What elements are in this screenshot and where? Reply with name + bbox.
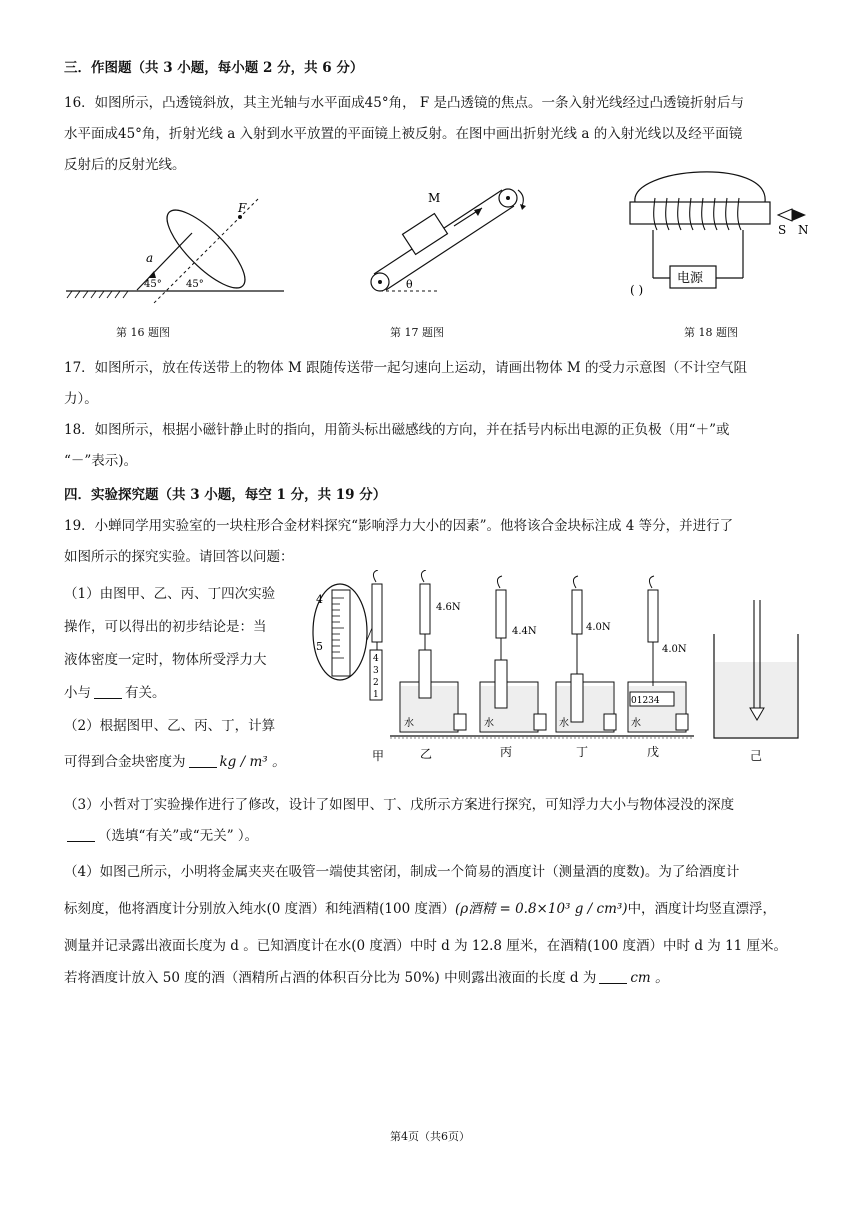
- angle-45-left: 45°: [144, 279, 162, 290]
- label-S: S: [778, 223, 787, 237]
- text: 中，酒度计均竖直漂浮，: [627, 901, 777, 917]
- q16-line3: 反射后的反射光线。: [64, 157, 186, 173]
- q16-line2: 水平面成45°角，折射光线 a 入射到水平放置的平面镜上被反射。在图中画出折射光线 a 的入射光线以及经平面镜: [64, 126, 743, 142]
- section3-title: 三．作图题（共 3 小题，每小题 2 分，共 6 分）: [64, 60, 364, 76]
- q19-p4-l4: [64, 968, 804, 988]
- figure-18-solenoid: [620, 162, 820, 302]
- block-2: 2: [373, 678, 379, 688]
- caption-18: 第 18 题图: [684, 326, 738, 339]
- reading-ding: 4.0N: [586, 622, 611, 633]
- q19-intro2: 如图所示的探究实验。请回答以问题：: [64, 549, 294, 565]
- text: 可得到合金块密度为: [64, 754, 186, 770]
- label-jia: 甲: [372, 749, 385, 763]
- label-F: F: [238, 201, 247, 215]
- unit: cm 。: [630, 970, 669, 986]
- block-1: 1: [373, 690, 379, 700]
- text: 若将酒度计放入 50 度的酒（酒精所占酒的体积百分比为 50%) 中则露出液面的长度 d 为: [64, 970, 597, 986]
- reading-wu: 4.0N: [662, 644, 687, 655]
- water-ding: 水: [559, 718, 569, 729]
- block-4: 4: [373, 654, 379, 664]
- formula: (ρ酒精 = 0.8×10³ g / cm³): [454, 901, 628, 917]
- q18-line1: 18．如图所示，根据小磁针静止时的指向，用箭头标出磁感线的方向，并在括号内标出电源的正负极（用“＋”或: [64, 422, 730, 438]
- text: 有关。: [125, 685, 166, 701]
- answer-blank-3[interactable]: [67, 827, 95, 842]
- label-yi: 乙: [420, 747, 433, 761]
- label-power: 电源: [677, 271, 704, 286]
- label-N: N: [798, 223, 809, 237]
- q19-p4-l3: 测量并记录露出液面长度为 d 。已知酒度计在水(0 度酒）中时 d 为 12.8 厘米，在酒精(100 度酒）中时 d 为 11 厘米。: [64, 938, 788, 954]
- scale-label-5: 5: [316, 640, 323, 653]
- figure-19-buoyancy: [310, 570, 805, 770]
- label-ding: 丁: [576, 745, 589, 759]
- water-yi: 水: [404, 718, 414, 729]
- q19-p1-l3: 液体密度一定时，物体所受浮力大: [64, 652, 267, 668]
- angle-45-right: 45°: [186, 279, 204, 290]
- q19-p1-l4: [64, 683, 309, 703]
- q17-line2: 力）。: [64, 391, 98, 407]
- label-bracket: ( ): [630, 283, 644, 297]
- q17-line1: 17．如图所示，放在传送带上的物体 M 跟随传送带一起匀速向上运动，请画出物体 M 的受力示意图（不计空气阻: [64, 360, 747, 376]
- q19-p1-l1: （1）由图甲、乙、丙、丁四次实验: [64, 586, 276, 602]
- q19-p4-l1: （4）如图己所示，小明将金属夹夹在吸管一端使其密闭，制成一个简易的酒度计（测量酒的度数)。为了给酒度计: [64, 864, 740, 880]
- reading-yi: 4.6N: [436, 602, 461, 613]
- answer-blank-1[interactable]: [94, 684, 122, 699]
- q19-p2-l1: （2）根据图甲、乙、丙、丁，计算: [64, 718, 276, 734]
- label-M: M: [428, 191, 441, 205]
- reading-bing: 4.4N: [512, 626, 537, 637]
- q19-intro1: 19．小蝉同学用实验室的一块柱形合金材料探究“影响浮力大小的因素”。他将该合金块标注成 4 等分，并进行了: [64, 518, 734, 534]
- text: 标刻度，他将酒度计分别放入纯水(0 度酒）和纯酒精(100 度酒）: [64, 901, 455, 917]
- answer-blank-2[interactable]: [189, 753, 217, 768]
- label-bing: 丙: [500, 745, 513, 759]
- block-3: 3: [373, 666, 379, 676]
- caption-17: 第 17 题图: [390, 326, 444, 339]
- page-footer: 第4页（共6页）: [390, 1130, 470, 1143]
- label-theta: θ: [406, 278, 413, 291]
- water-wu: 水: [631, 718, 641, 729]
- q19-p2-l2: [64, 752, 309, 772]
- q18-line2: “－”表示)。: [64, 453, 138, 469]
- figure-16-lens: [62, 195, 292, 310]
- q19-p4-l2: [64, 899, 804, 919]
- caption-16: 第 16 题图: [116, 326, 170, 339]
- section4-title: 四．实验探究题（共 3 小题，每空 1 分，共 19 分）: [64, 487, 387, 503]
- q19-p1-l2: 操作，可以得出的初步结论是：当: [64, 619, 267, 635]
- wu-blocks: 01234: [631, 696, 660, 706]
- label-a: a: [146, 251, 154, 265]
- answer-blank-4[interactable]: [599, 969, 627, 984]
- q16-line1: 16．如图所示，凸透镜斜放，其主光轴与水平面成45°角， F 是凸透镜的焦点。一条入射光线经过凸透镜折射后与: [64, 95, 745, 111]
- unit: kg / m³ 。: [219, 754, 286, 770]
- q19-p3-l1: （3）小哲对丁实验操作进行了修改，设计了如图甲、丁、戊所示方案进行探究，可知浮力大小与物体浸没的深度: [64, 797, 735, 813]
- label-ji: 己: [750, 749, 763, 763]
- water-bing: 水: [484, 718, 494, 729]
- figure-17-conveyor: [360, 180, 540, 300]
- text: 小与: [64, 685, 91, 701]
- scale-label-4: 4: [316, 593, 323, 606]
- q19-p3-l2: [64, 826, 804, 846]
- label-wu: 戊: [647, 745, 660, 759]
- text: （选填“有关”或“无关” ）。: [98, 828, 259, 844]
